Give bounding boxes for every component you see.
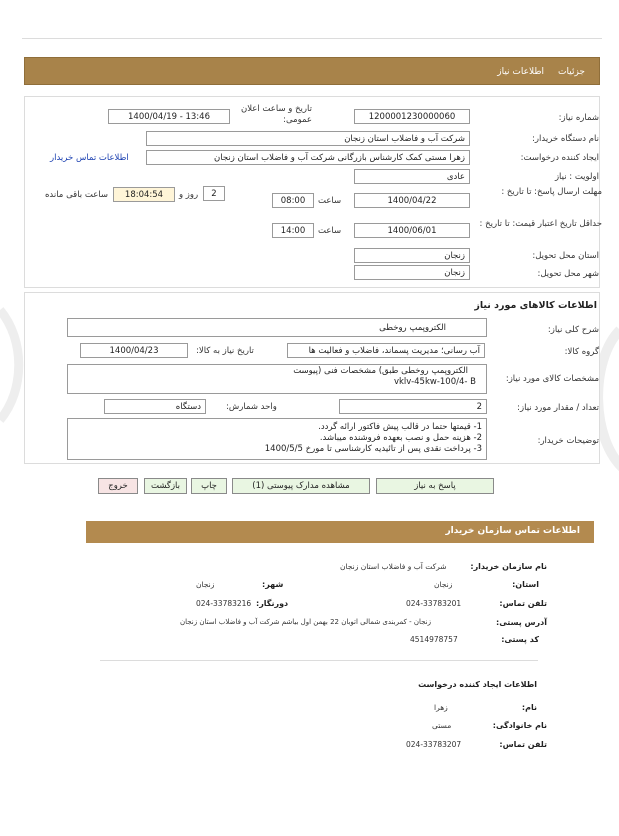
validity-time-field: 14:00 xyxy=(272,223,314,238)
validity-time-label: ساعت xyxy=(318,226,342,236)
deadline-time-label: ساعت xyxy=(318,196,342,206)
announce-label: تاریخ و ساعت اعلان عمومی: xyxy=(240,104,312,125)
postal-value: 4514978757 xyxy=(410,635,458,644)
summary-field: الکتروپمپ روخطی xyxy=(67,318,487,337)
remaining-label: ساعت باقی مانده xyxy=(44,190,108,200)
fax-value: 024-33783216 xyxy=(196,599,252,608)
page-header xyxy=(24,57,600,85)
address-label: آدرس پستی: xyxy=(496,618,547,627)
priority-field: عادی xyxy=(354,169,470,184)
creator-phone-label: تلفن تماس: xyxy=(499,740,547,749)
qty-field: 2 xyxy=(339,399,487,414)
specs-label: مشخصات کالای مورد نیاز: xyxy=(505,374,599,384)
city-field: زنجان xyxy=(354,265,470,280)
notes-line-3: 3- پرداخت نقدی پس از تائیدیه کارشناسی تا مورخ 1400/5/5 xyxy=(264,444,482,454)
creator-name-value: زهرا xyxy=(434,703,448,712)
creator-field: زهرا مستی کمک کارشناس بازرگانی شرکت آب و فاضلاب استان زنجان xyxy=(146,150,470,165)
back-button[interactable]: بازگشت xyxy=(144,478,187,494)
need-date-field: 1400/04/23 xyxy=(80,343,188,358)
need-number-field: 1200001230000060 xyxy=(354,109,470,124)
notes-label: توضیحات خریدار: xyxy=(537,436,599,446)
notes-line-2: 2- هزینه حمل و نصب بعهده فروشنده میباشد. xyxy=(319,433,482,443)
specs-line-1: الکتروپمپ روخطی طبق) مشخصات فنی (پیوست xyxy=(293,366,468,376)
buyer-label: نام دستگاه خریدار: xyxy=(532,134,599,144)
org-value: شرکت آب و فاضلاب استان زنجان xyxy=(340,562,447,571)
contact-city-label: شهر: xyxy=(262,580,284,589)
specs-field xyxy=(67,364,487,394)
province-label: استان محل تحویل: xyxy=(532,251,599,261)
countdown-timer: 18:04:54 xyxy=(113,187,175,202)
days-label: روز و xyxy=(179,190,199,200)
goods-title: اطلاعات کالاهای مورد نیاز xyxy=(474,300,597,311)
unit-label: واحد شمارش: xyxy=(226,402,277,412)
summary-label: شرح کلی نیاز: xyxy=(547,325,599,335)
days-remaining-field: 2 xyxy=(203,186,225,201)
province-field: زنجان xyxy=(354,248,470,263)
contact-city-value: زنجان xyxy=(196,580,215,589)
creator-family-value: مستی xyxy=(432,721,452,730)
top-divider xyxy=(22,38,602,39)
print-button[interactable]: چاپ xyxy=(191,478,227,494)
validity-date-field: 1400/06/01 xyxy=(354,223,470,238)
fax-label: دورنگار: xyxy=(256,599,289,608)
tab-need-info[interactable]: اطلاعات نیاز xyxy=(497,67,545,77)
creator-family-label: نام خانوادگی: xyxy=(492,721,547,730)
deadline-time-field: 08:00 xyxy=(272,193,314,208)
reply-button[interactable]: پاسخ به نیاز xyxy=(376,478,494,494)
group-label: گروه کالا: xyxy=(564,347,599,357)
creator-label: ایجاد کننده درخواست: xyxy=(520,153,599,163)
creator-info-title: اطلاعات ایجاد کننده درخواست xyxy=(418,680,537,689)
deadline-label: مهلت ارسال پاسخ: تا تاریخ : xyxy=(501,187,602,197)
priority-label: اولویت : نیاز xyxy=(554,172,599,182)
exit-button[interactable]: خروج xyxy=(98,478,138,494)
need-date-label: تاریخ نیاز به کالا: xyxy=(196,346,254,356)
specs-line-2: vklv-45kw-100/4- B xyxy=(393,377,476,387)
tab-details[interactable]: جزئیات xyxy=(558,67,585,77)
deadline-date-field: 1400/04/22 xyxy=(354,193,470,208)
contact-header xyxy=(86,521,594,543)
buyer-contact-link[interactable]: اطلاعات تماس خریدار xyxy=(50,153,129,163)
postal-label: کد پستی: xyxy=(501,635,539,644)
creator-name-label: نام: xyxy=(521,703,537,712)
creator-phone-value: 024-33783207 xyxy=(406,740,462,749)
address-value: زنجان - کمربندی شمالی اتوبان 22 بهمن اول بیاشم شرکت آب و فاضلاب استان زنجان xyxy=(180,618,431,626)
notes-field xyxy=(67,418,487,460)
need-number-label: شماره نیاز: xyxy=(558,113,599,123)
unit-field: دستگاه xyxy=(104,399,206,414)
attachments-button[interactable]: مشاهده مدارک پیوستی (1) xyxy=(232,478,370,494)
org-label: نام سازمان خریدار: xyxy=(470,562,547,571)
contact-province-value: زنجان xyxy=(434,580,453,589)
validity-label: حداقل تاریخ اعتبار قیمت: تا تاریخ : xyxy=(479,219,602,229)
contact-phone-value: 024-33783201 xyxy=(406,599,462,608)
announce-field: 1400/04/19 - 13:46 xyxy=(108,109,230,124)
city-label: شهر محل تحویل: xyxy=(537,269,599,279)
contact-title: اطلاعات تماس سازمان خریدار xyxy=(445,526,580,536)
contact-province-label: استان: xyxy=(512,580,539,589)
contact-divider xyxy=(100,660,538,661)
buyer-field: شرکت آب و فاضلاب استان زنجان xyxy=(146,131,470,146)
qty-label: تعداد / مقدار مورد نیاز: xyxy=(517,403,599,413)
group-field: آب رسانی؛ مدیریت پسماند، فاضلاب و فعالیت ها xyxy=(287,343,485,358)
notes-line-1: 1- قیمتها حتما در قالب پیش فاکتور ارائه گردد. xyxy=(318,422,482,432)
contact-phone-label: تلفن تماس: xyxy=(499,599,547,608)
